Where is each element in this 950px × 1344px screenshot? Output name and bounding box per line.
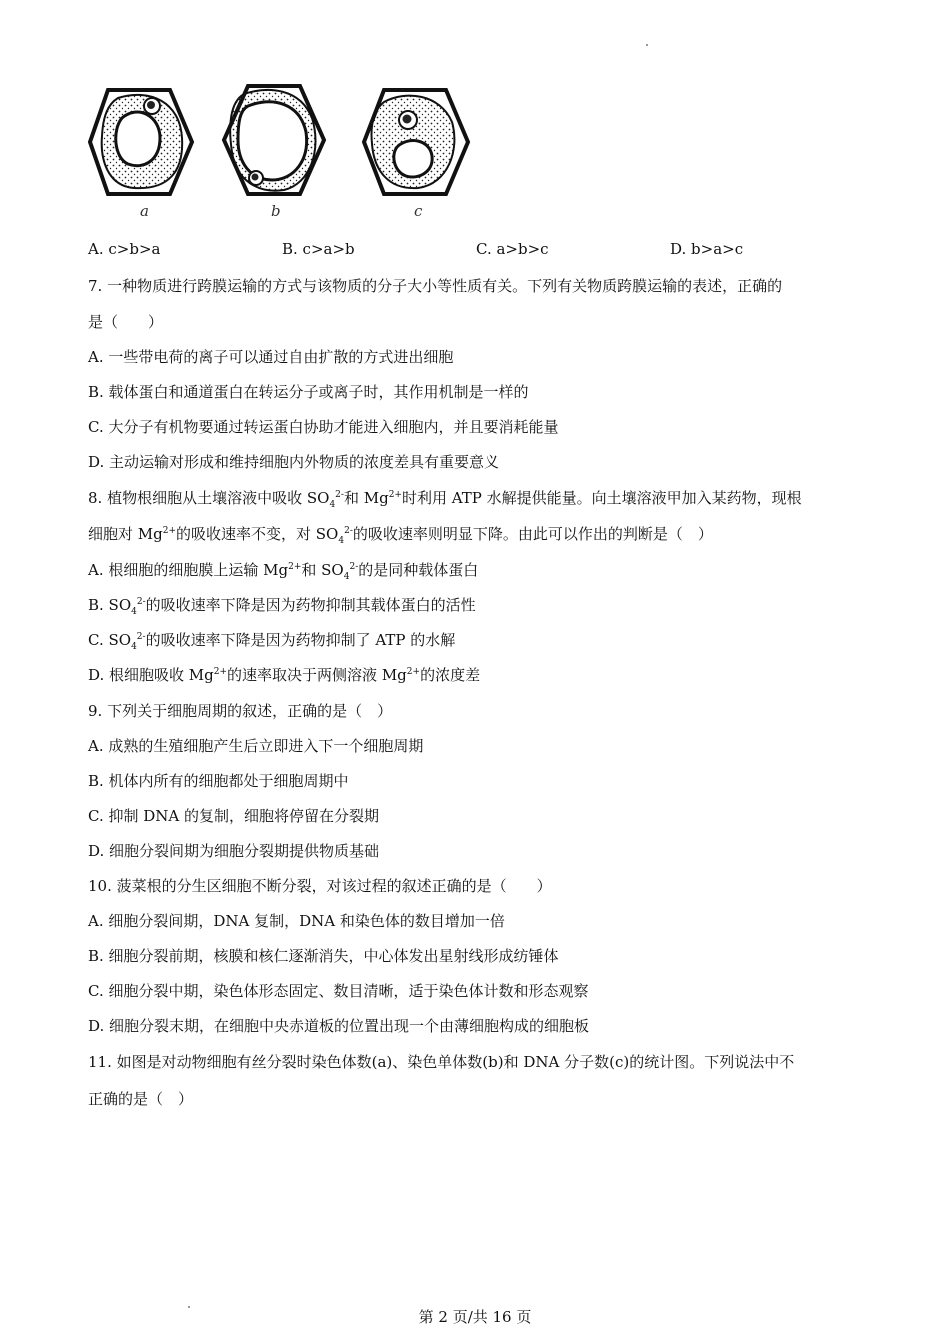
q7-option-c: C. 大分子有机物要通过转运蛋白协助才能进入细胞内，并且要消耗能量 <box>88 418 559 436</box>
q9-option-c: C. 抑制 DNA 的复制，细胞将停留在分裂期 <box>88 807 380 825</box>
q9-option-b: B. 机体内所有的细胞都处于细胞周期中 <box>88 772 349 790</box>
q7-stem-line2: 是（ ） <box>88 313 164 331</box>
q9-option-a: A. 成熟的生殖细胞产生后立即进入下一个细胞周期 <box>88 737 424 755</box>
q10-option-b: B. 细胞分裂前期，核膜和核仁逐渐消失，中心体发出星射线形成纺锤体 <box>88 947 559 965</box>
q10-option-d: D. 细胞分裂末期，在细胞中央赤道板的位置出现一个由薄细胞构成的细胞板 <box>88 1017 590 1035</box>
figure-label-c: c <box>414 202 423 220</box>
q10-option-c: C. 细胞分裂中期，染色体形态固定、数目清晰，适于染色体计数和形态观察 <box>88 982 589 1000</box>
q8-stem-line1: 8. 植物根细胞从土壤溶液中吸收 $SO_4^{2-}$和 $Mg^{2+}$时利用 ATP 水解提供能量。向土壤溶液甲加入某药物，现根 <box>88 489 802 510</box>
q7-stem-line1: 7. 一种物质进行跨膜运输的方式与该物质的分子大小等性质有关。下列有关物质跨膜运输的表述，正确的 <box>88 277 783 295</box>
q6-option-a: A. c>b>a <box>88 240 161 258</box>
cell-a <box>90 90 192 194</box>
q6-option-d: D. b>a>c <box>670 240 744 258</box>
q11-stem-line1: 11. 如图是对动物细胞有丝分裂时染色体数(a)、染色单体数(b)和 DNA 分子数(c)的统计图。下列说法中不 <box>88 1053 795 1071</box>
figure-label-a: a <box>140 202 149 220</box>
q9-option-d: D. 细胞分裂间期为细胞分裂期提供物质基础 <box>88 842 380 860</box>
q10-stem: 10. 菠菜根的分生区细胞不断分裂，对该过程的叙述正确的是（ ） <box>88 877 552 895</box>
cell-b <box>224 86 324 194</box>
q11-stem-line2: 正确的是（ ） <box>88 1090 194 1108</box>
figure-label-b: b <box>271 202 281 220</box>
q9-stem: 9. 下列关于细胞周期的叙述，正确的是（ ） <box>88 702 393 720</box>
q8-stem-line2: 细胞对 $Mg^{2+}$的吸收速率不变，对 $SO_4^{2-}$的吸收速率则明显下降。由此可以作出的判断是（ ） <box>88 525 713 546</box>
q8-option-c: C. $SO_4^{2-}$的吸收速率下降是因为药物抑制了 ATP 的水解 <box>88 631 456 652</box>
page-footer: 第 2 页/共 16 页 <box>418 1308 532 1326</box>
cell-c <box>364 90 468 194</box>
q8-option-a: A. 根细胞的细胞膜上运输 $Mg^{2+}$和 $SO_4^{2-}$的是同种载体蛋白 <box>88 561 479 582</box>
q8-option-d: D. 根细胞吸收 $Mg^{2+}$的速率取决于两侧溶液 $Mg^{2+}$的浓度差 <box>88 666 481 684</box>
q6-option-c: C. a>b>c <box>476 240 549 258</box>
q7-option-a: A. 一些带电荷的离子可以通过自由扩散的方式进出细胞 <box>88 348 454 366</box>
q8-option-b: B. $SO_4^{2-}$的吸收速率下降是因为药物抑制其载体蛋白的活性 <box>88 596 476 617</box>
scan-dot <box>646 44 648 46</box>
q10-option-a: A. 细胞分裂间期，DNA 复制，DNA 和染色体的数目增加一倍 <box>88 912 505 930</box>
q7-option-b: B. 载体蛋白和通道蛋白在转运分子或离子时，其作用机制是一样的 <box>88 383 529 401</box>
q6-option-b: B. c>a>b <box>282 240 355 258</box>
plant-cells-figure <box>88 80 488 230</box>
q7-option-d: D. 主动运输对形成和维持细胞内外物质的浓度差具有重要意义 <box>88 453 500 471</box>
q6-options <box>88 240 868 262</box>
